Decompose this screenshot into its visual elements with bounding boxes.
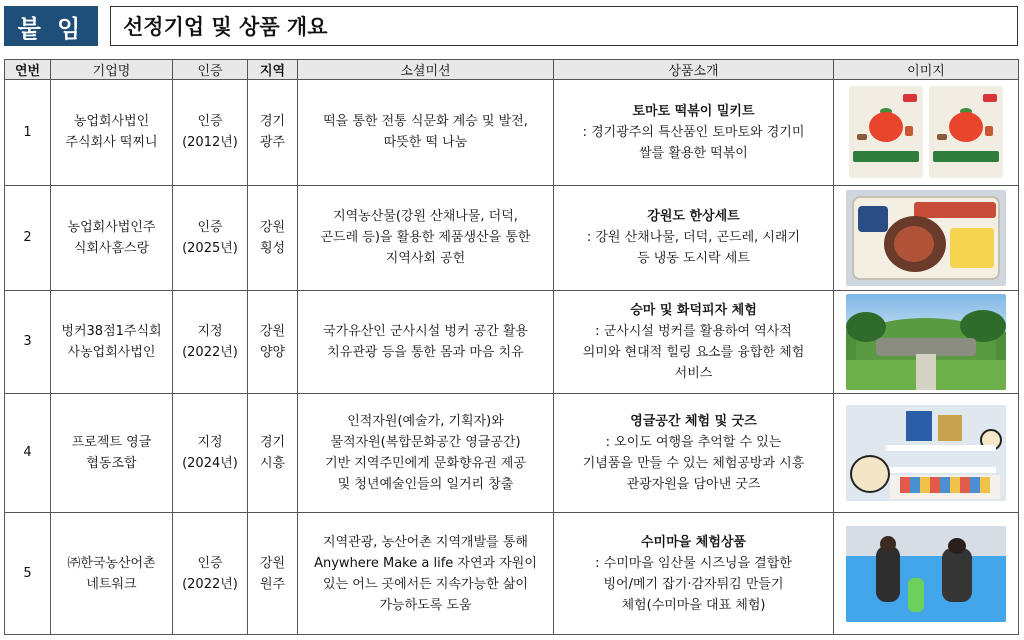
company-name: 농업회사법인 주식회사 떡찌니 [51,80,173,186]
product-intro: 승마 및 화덕피자 체험 : 군사시설 벙커를 활용하여 역사적 의미와 현대적 힐링 요소를 융합한 체험 서비스 [554,291,834,393]
attachment-badge: 붙 임 [4,6,98,46]
product-intro: 영글공간 체험 및 굿즈 : 오이도 여행을 추억할 수 있는 기념품을 만들 수 있는 체험공방과 시흥 관광자원을 담아낸 굿즈 [554,393,834,513]
image-cell [834,80,1019,186]
company-name: ㈜한국농산어촌 네트워크 [51,513,173,635]
social-mission: 떡을 통한 전통 식문화 계승 및 발전, 따뜻한 떡 나눔 [298,80,554,186]
certification: 지정 (2022년) [173,291,248,393]
social-mission: 국가유산인 군사시설 벙커 공간 활용 치유관광 등을 통한 몸과 마음 치유 [298,291,554,393]
certification: 인증 (2025년) [173,185,248,291]
table-row [5,513,1019,635]
certification: 인증 (2022년) [173,513,248,635]
product-title: 승마 및 화덕피자 체험 [630,302,757,318]
workshop-goods-image [846,405,1006,501]
page-header [4,6,1018,46]
region: 강원 원주 [248,513,298,635]
lunchbox-image [846,190,1006,286]
table-row [5,393,1019,513]
bunker-landscape-image [846,294,1006,390]
tomato-tteokbokki-kit-image [846,84,1006,180]
companies-table [4,59,1019,635]
table-row [5,80,1019,186]
column-header-mission: 소셜미션 [298,60,554,80]
product-intro: 수미마을 체험상품 : 수미마을 임산물 시즈닝을 결합한 빙어/메기 잡기·감자튀김 만들기 체험(수미마을 대표 체험) [554,513,834,635]
column-header-cert: 인증 [173,60,248,80]
product-intro: 강원도 한상세트 : 강원 산채나물, 더덕, 곤드레, 시래기 등 냉동 도시락 세트 [554,185,834,291]
social-mission: 인적자원(예술가, 기획자)와 물적자원(복합문화공간 영글공간) 기반 지역주민에게 문화향유권 제공 및 청년예술인들의 일거리 창출 [298,393,554,513]
company-name: 농업회사법인주 식회사홈스랑 [51,185,173,291]
row-number: 4 [5,393,51,513]
company-name: 프로젝트 영글 협동조합 [51,393,173,513]
row-number: 2 [5,185,51,291]
column-header-company: 기업명 [51,60,173,80]
image-cell [834,291,1019,393]
product-title: 수미마을 체험상품 [641,534,746,550]
region: 강원 양양 [248,291,298,393]
table-header-row [5,60,1019,80]
region: 강원 횡성 [248,185,298,291]
social-mission: 지역농산물(강원 산채나물, 더덕, 곤드레 등)을 활용한 제품생산을 통한 지역사회 공헌 [298,185,554,291]
image-cell [834,393,1019,513]
page-title: 선정기업 및 상품 개요 [110,6,1018,46]
row-number: 3 [5,291,51,393]
social-mission: 지역관광, 농산어촌 지역개발를 통해 Anywhere Make a life 자연과 자원이 있는 어느 곳에서든 지속가능한 삶이 가능하도록 도움 [298,513,554,635]
product-title: 토마토 떡볶이 밀키트 [632,103,755,119]
region: 경기 시흥 [248,393,298,513]
image-cell [834,513,1019,635]
region: 경기 광주 [248,80,298,186]
column-header-image: 이미지 [834,60,1019,80]
row-number: 5 [5,513,51,635]
product-title: 영글공간 체험 및 굿즈 [630,413,757,429]
pool-activity-image [846,526,1006,622]
column-header-region: 지역 [248,60,298,80]
company-name: 벙커38점1주식회 사농업회사법인 [51,291,173,393]
product-title: 강원도 한상세트 [647,209,740,225]
column-header-product: 상품소개 [554,60,834,80]
row-number: 1 [5,80,51,186]
certification: 인증 (2012년) [173,80,248,186]
column-header-no: 연번 [5,60,51,80]
product-intro: 토마토 떡볶이 밀키트 : 경기광주의 특산품인 토마토와 경기미 쌀를 활용한 떡볶이 [554,80,834,186]
table-row [5,291,1019,393]
image-cell [834,185,1019,291]
table-row [5,185,1019,291]
certification: 지정 (2024년) [173,393,248,513]
